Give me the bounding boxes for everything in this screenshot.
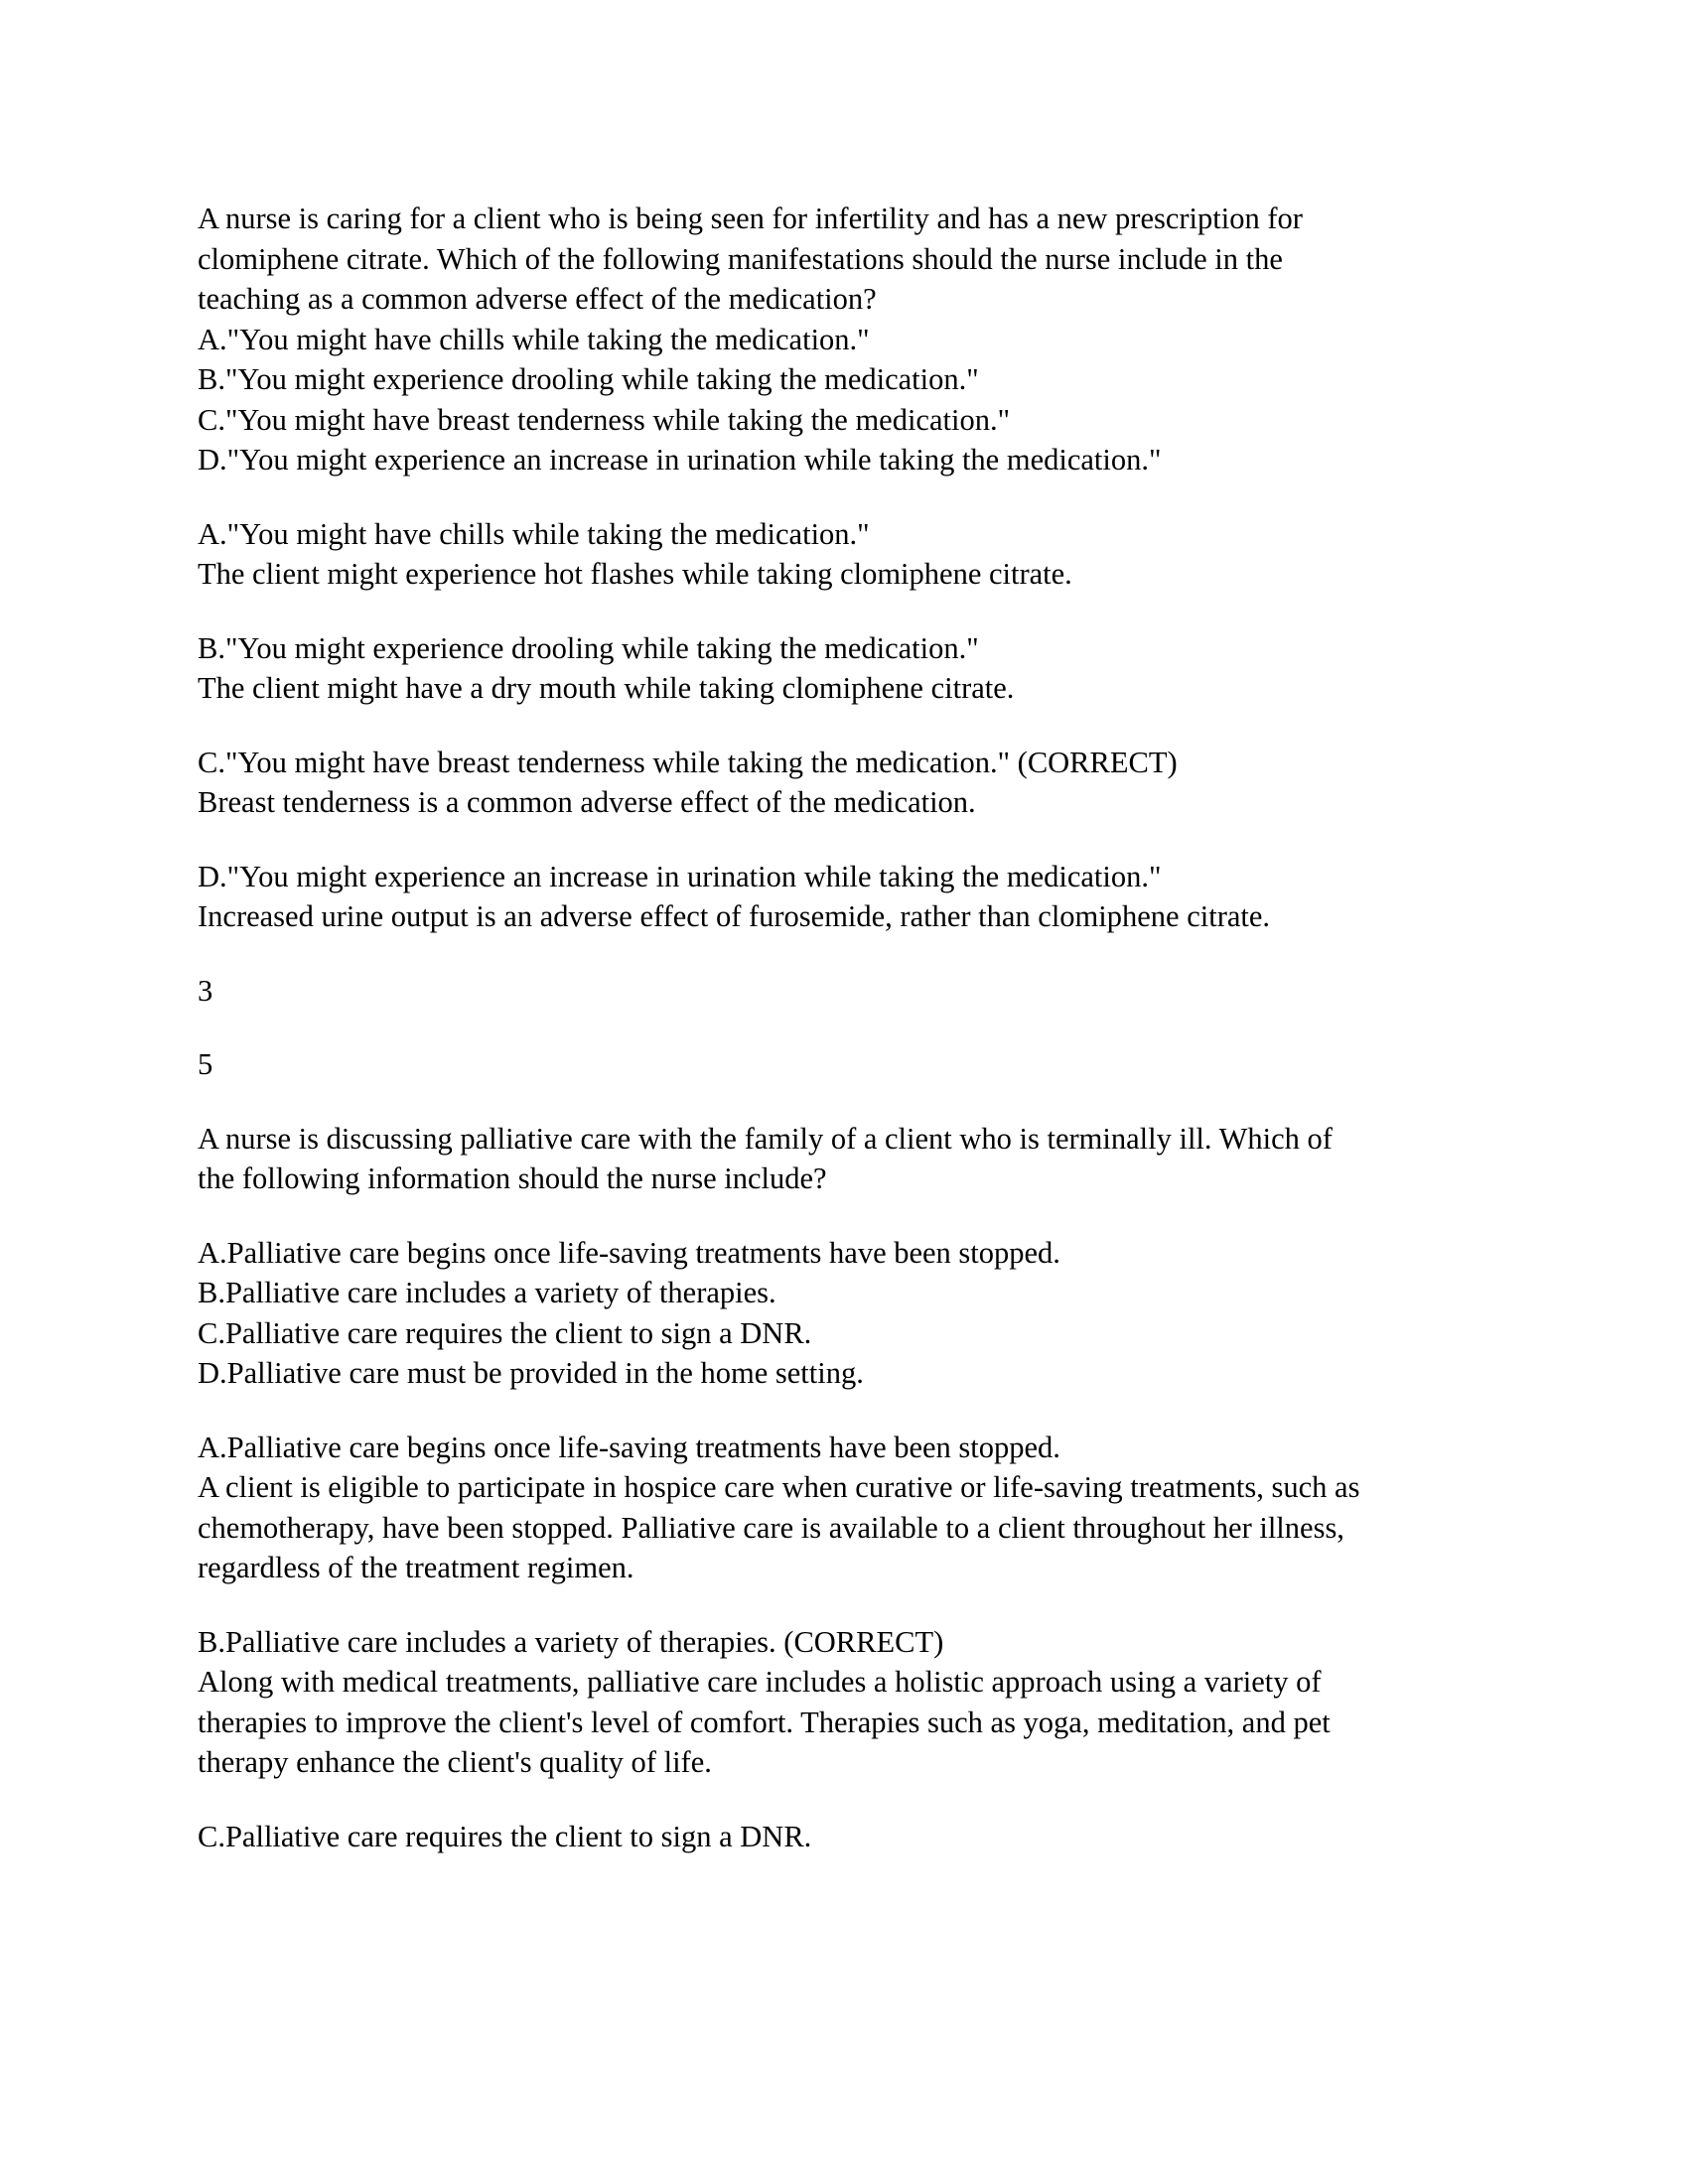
q1-rationale-a — [198, 514, 1508, 595]
rationale-text: The client might have a dry mouth while taking clomiphene citrate. — [198, 671, 1015, 705]
q1-option-d: D."You might experience an increase in urination while taking the medication." — [198, 443, 1162, 477]
rationale-option-label: C.Palliative care requires the client to sign a DNR. — [198, 1819, 812, 1853]
rationale-text-line-2: therapies to improve the client's level of comfort. Therapies such as yoga, meditation, and pet — [198, 1705, 1331, 1739]
q1-option-b: B."You might experience drooling while taking the medication." — [198, 362, 979, 396]
rationale-option-label: A."You might have chills while taking the medication." — [198, 516, 870, 551]
q1-stem-line-1: A nurse is caring for a client who is being seen for infertility and has a new prescription for — [198, 202, 1303, 235]
q2-rationale-c — [198, 1817, 1508, 1857]
rationale-text-line-1: A client is eligible to participate in hospice care when curative or life-saving treatments, such as — [198, 1470, 1360, 1504]
q1-rationale-d — [198, 857, 1508, 937]
rationale-option-label: A.Palliative care begins once life-saving treatments have been stopped. — [198, 1430, 1060, 1464]
q1-rationale-c — [198, 743, 1508, 823]
q1-stem-line-2: clomiphene citrate. Which of the following manifestations should the nurse include in the — [198, 241, 1283, 276]
q2-option-b: B.Palliative care includes a variety of therapies. — [198, 1276, 776, 1309]
rationale-option-label: B."You might experience drooling while taking the medication." — [198, 630, 979, 665]
rationale-text-line-3: therapy enhance the client's quality of life. — [198, 1745, 712, 1779]
q1-question-block — [198, 199, 1508, 480]
q2-stem-line-2: the following information should the nurse include? — [198, 1161, 827, 1195]
rationale-text-line-1: Along with medical treatments, palliative care includes a holistic approach using a variety of — [198, 1665, 1322, 1699]
rationale-text-line-3: regardless of the treatment regimen. — [198, 1551, 634, 1584]
q2-stem-line-1: A nurse is discussing palliative care with the family of a client who is terminally ill. Which of — [198, 1121, 1333, 1156]
q1-option-a: A."You might have chills while taking the medication." — [198, 322, 870, 356]
q2-option-c: C.Palliative care requires the client to sign a DNR. — [198, 1315, 812, 1350]
q1-option-c: C."You might have breast tenderness while taking the medication." — [198, 402, 1011, 437]
q2-stem-block — [198, 1119, 1508, 1199]
q2-option-a: A.Palliative care begins once life-saving treatments have been stopped. — [198, 1235, 1060, 1270]
q2-option-d: D.Palliative care must be provided in the home setting. — [198, 1356, 864, 1390]
number-label-2: 5 — [198, 1047, 213, 1081]
q2-options-block — [198, 1233, 1508, 1394]
rationale-option-label: B.Palliative care includes a variety of therapies. (CORRECT) — [198, 1624, 944, 1659]
q2-rationale-a — [198, 1428, 1508, 1588]
rationale-text-line-2: chemotherapy, have been stopped. Palliative care is available to a client throughout her illness, — [198, 1510, 1344, 1545]
rationale-text: The client might experience hot flashes while taking clomiphene citrate. — [198, 557, 1072, 591]
q1-stem-line-3: teaching as a common adverse effect of the medication? — [198, 282, 877, 316]
document-content — [198, 199, 1508, 1890]
q2-rationale-b — [198, 1622, 1508, 1783]
rationale-option-label: D."You might experience an increase in urination while taking the medication." — [198, 859, 1162, 893]
number-label-1: 3 — [198, 973, 213, 1008]
rationale-option-label: C."You might have breast tenderness while taking the medication." (CORRECT) — [198, 745, 1178, 779]
rationale-text: Breast tenderness is a common adverse effect of the medication. — [198, 785, 976, 819]
q1-rationale-b — [198, 628, 1508, 709]
rationale-text: Increased urine output is an adverse effect of furosemide, rather than clomiphene citrate. — [198, 899, 1271, 933]
